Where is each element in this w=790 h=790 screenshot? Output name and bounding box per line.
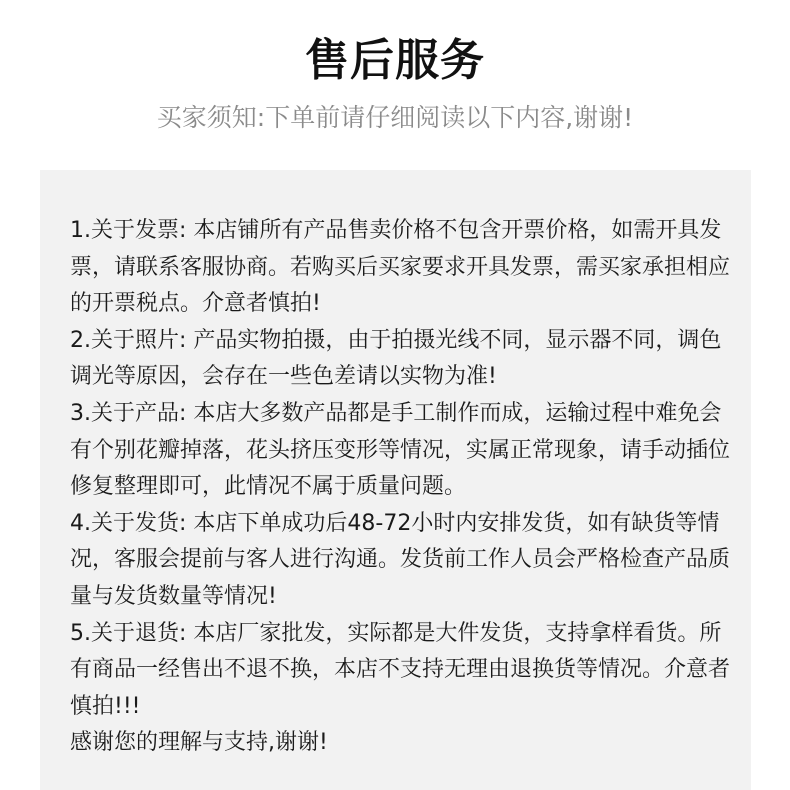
notice-products: 3.关于产品: 本店大多数产品都是手工制作而成，运输过程中难免会有个别花瓣掉落，花头挤压变形等情况，实属正常现象，请手动插位修复整理即可，此情况不属于质量问题。 [70, 400, 731, 500]
notice-returns: 5.关于退货: 本店厂家批发，实际都是大件发货，支持拿样看货。所有商品一经售出不退不换，本店不支持无理由退换货等情况。介意者慎拍!!! [70, 620, 731, 719]
page-subtitle: 买家须知:下单前请仔细阅读以下内容,谢谢! [156, 103, 634, 132]
notice-content [70, 213, 730, 762]
page-title: 售后服务 [305, 35, 485, 86]
notice-thanks: 感谢您的理解与支持,谢谢! [70, 730, 328, 756]
notice-photos: 2.关于照片: 产品实物拍摄，由于拍摄光线不同，显示器不同，调色 调光等原因，会存在一些色差请以实物为准! [70, 327, 722, 390]
notice-shipping: 4.关于发货: 本店下单成功后48-72小时内安排发货，如有缺货等情况，客服会提前与客人进行沟通。发货前工作人员会严格检查产品质量与发货数量等情况! [70, 510, 731, 609]
notice-invoice: 1.关于发票: 本店铺所有产品售卖价格不包含开票价格，如需开具发票，请联系客服协商。若购买后买家要求开具发票，需买家承担相应的开票税点。介意者慎拍! [70, 218, 731, 317]
